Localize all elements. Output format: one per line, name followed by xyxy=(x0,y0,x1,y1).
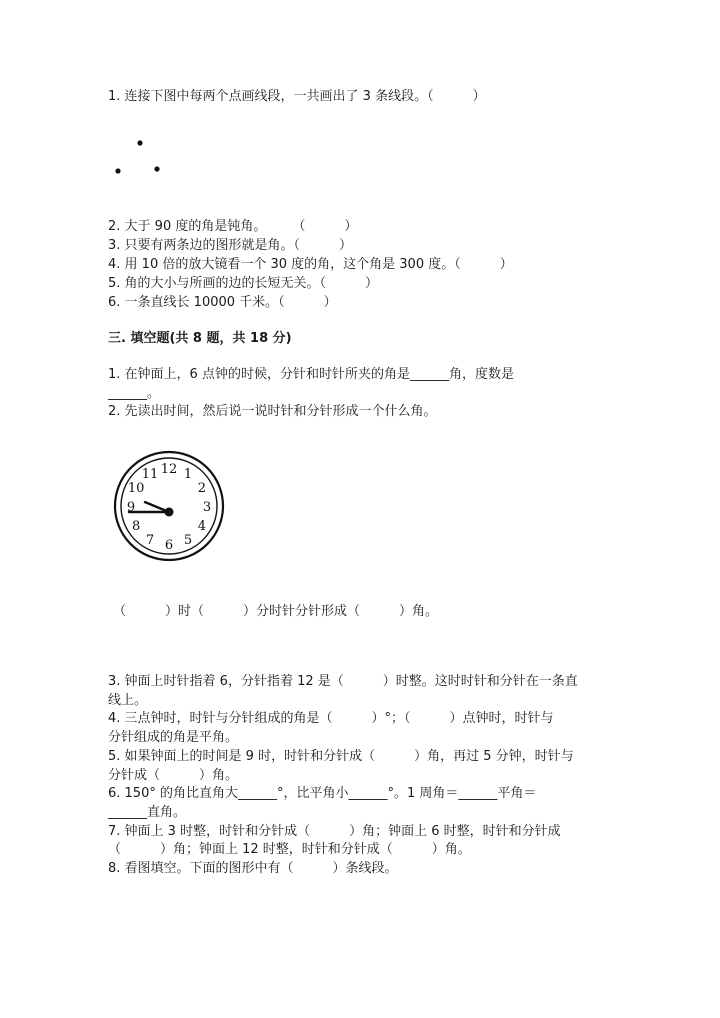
clock-number-8: 8 xyxy=(131,519,141,534)
clock-number-6: 6 xyxy=(164,538,174,553)
judge-q1: 1. 连接下图中每两个点画线段，一共画出了 3 条线段。（ ） xyxy=(108,89,486,104)
dot-left xyxy=(115,168,120,173)
three-dots-figure xyxy=(108,134,168,178)
fill-q2: 2. 先读出时间，然后说一说时针和分针形成一个什么角。 xyxy=(108,404,437,419)
clock-number-4: 4 xyxy=(197,519,207,534)
fill-q5-line2: 分针成（ ）角。 xyxy=(108,768,239,783)
fill-q4-line2: 分针组成的角是平角。 xyxy=(108,730,239,745)
clock-number-9: 9 xyxy=(126,500,136,515)
fill-q1-line1: 1. 在钟面上，6 点钟的时候，分针和时针所夹的角是______角，度数是 xyxy=(108,367,514,382)
fill-q1-line2: ______。 xyxy=(108,386,161,401)
fill-q3-line1: 3. 钟面上时针指着 6，分针指着 12 是（ ）时整。这时时针和分针在一条直 xyxy=(108,674,578,689)
judge-q4: 4. 用 10 倍的放大镜看一个 30 度的角，这个角是 300 度。（ ） xyxy=(108,257,513,272)
fill-q7-line1: 7. 钟面上 3 时整，时针和分针成（ ）角；钟面上 6 时整，时针和分针成 xyxy=(108,824,561,839)
dot-top xyxy=(137,140,142,145)
fill-section-heading: 三. 填空题(共 8 题，共 18 分) xyxy=(108,331,292,346)
judge-q6: 6. 一条直线长 10000 千米。（ ） xyxy=(108,295,337,310)
judge-q5: 5. 角的大小与所画的边的长短无关。（ ） xyxy=(108,276,379,291)
fill-q7-line2: （ ）角；钟面上 12 时整，时针和分针成（ ）角。 xyxy=(108,842,471,857)
clock-number-3: 3 xyxy=(202,500,212,515)
fill-q8: 8. 看图填空。下面的图形中有（ ）条线段。 xyxy=(108,861,398,876)
fill-q6-line1: 6. 150° 的角比直角大______°，比平角小______°。1 周角＝______平角＝ xyxy=(108,786,537,801)
fill-q4-line1: 4. 三点钟时，时针与分针组成的角是（ ）°；（ ）点钟时，时针与 xyxy=(108,711,554,726)
clock-number-11: 11 xyxy=(141,467,159,483)
fill-q3-line2: 线上。 xyxy=(108,693,148,708)
clock-answer-line: （ ）时（ ）分时针分针形成（ ）角。 xyxy=(113,604,439,619)
clock-number-5: 5 xyxy=(183,532,193,548)
judge-q3: 3. 只要有两条边的图形就是角。（ ） xyxy=(108,238,353,253)
clock-number-1: 1 xyxy=(183,467,193,483)
judge-q2: 2. 大于 90 度的角是钝角。 （ ） xyxy=(108,219,358,234)
clock-number-7: 7 xyxy=(145,532,155,548)
dot-right xyxy=(154,166,159,171)
clock-number-12: 12 xyxy=(160,462,178,477)
clock-figure xyxy=(113,450,225,562)
fill-q5-line1: 5. 如果钟面上的时间是 9 时，时针和分针成（ ）角，再过 5 分钟，时针与 xyxy=(108,749,574,764)
clock-center-pin xyxy=(165,508,174,517)
clock-number-2: 2 xyxy=(197,481,207,496)
fill-q6-line2: ______直角。 xyxy=(108,805,187,820)
clock-number-10: 10 xyxy=(127,481,145,496)
